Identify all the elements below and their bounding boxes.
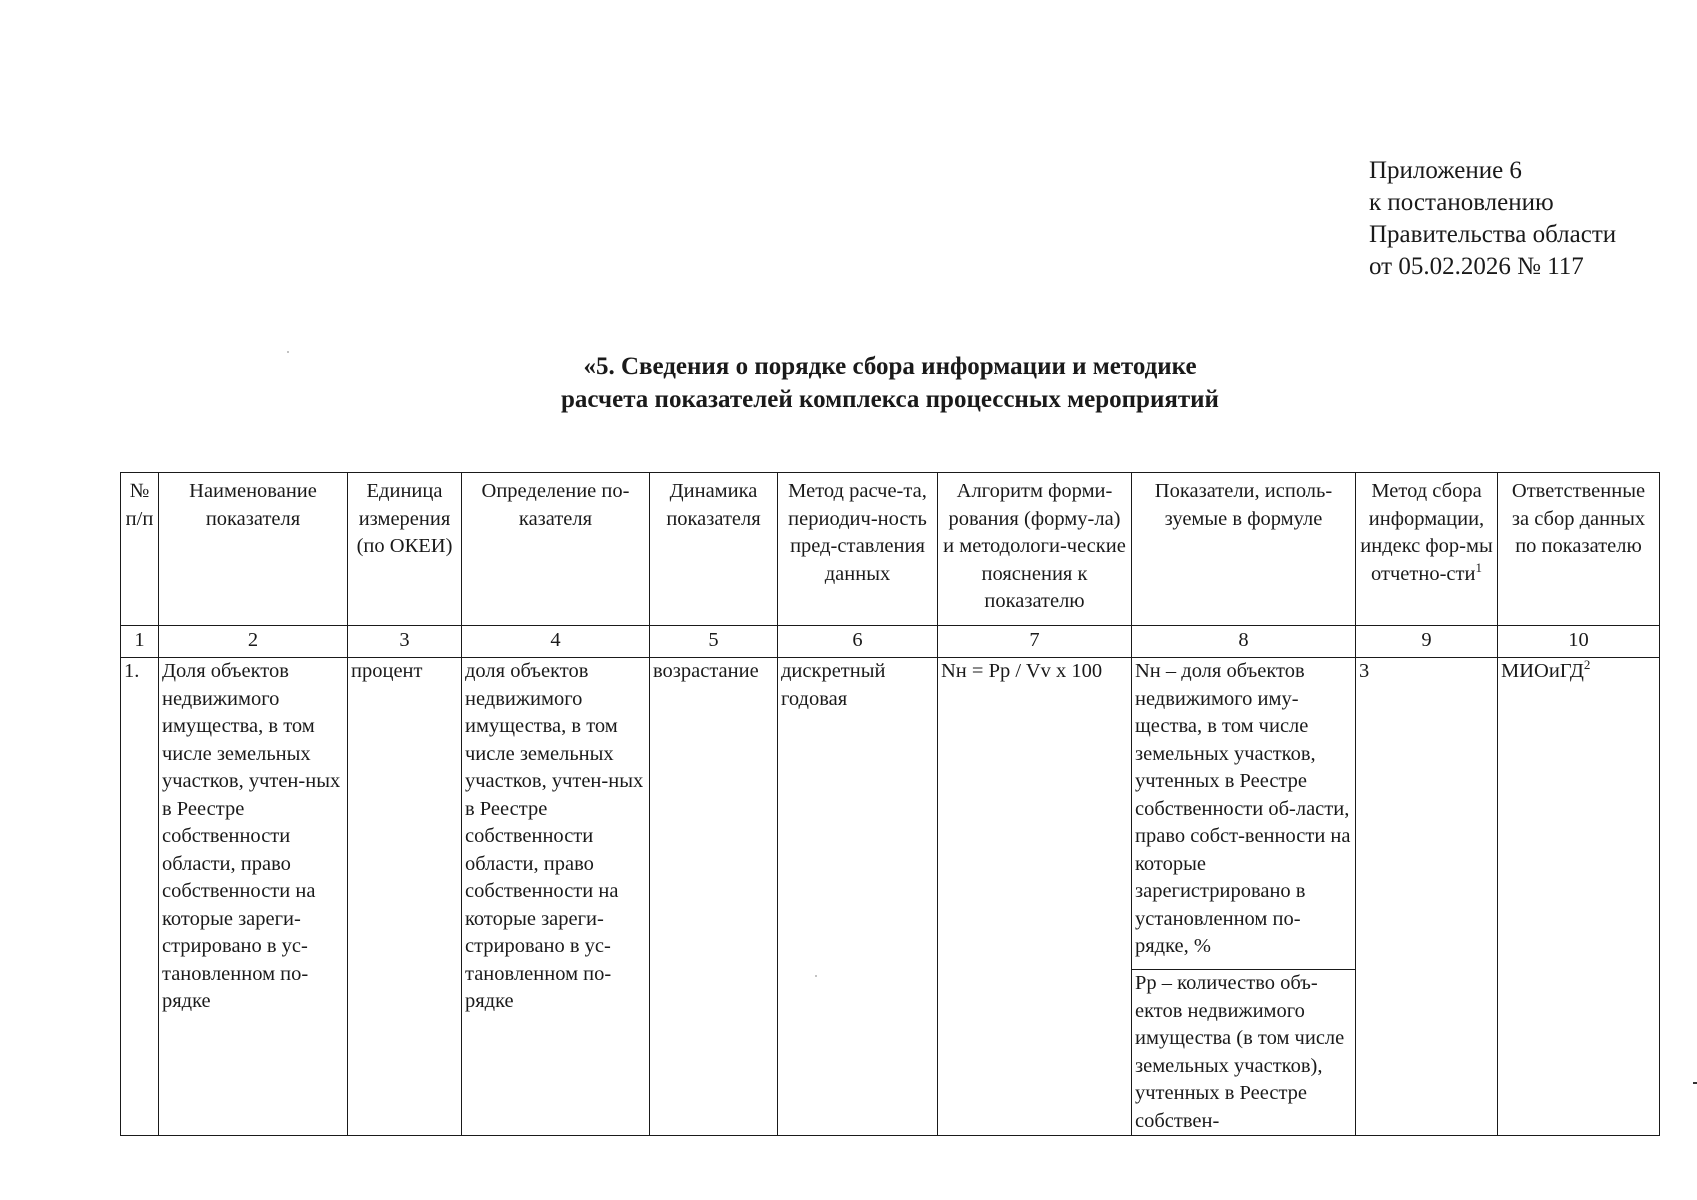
header-responsible: Ответственные за сбор данных по показателю [1498,473,1660,626]
column-number: 8 [1132,626,1356,658]
column-number: 1 [121,626,159,658]
column-number: 4 [462,626,650,658]
row-number: 1. [121,658,159,1136]
indicators-table [120,472,1660,1136]
column-number: 2 [159,626,348,658]
header-algorithm: Алгоритм форми-рования (форму-ла) и методологи-ческие пояснения к показателю [938,473,1132,626]
appendix-line-3: Правительства области [1369,221,1617,248]
indicator-definition: доля объектов недвижимого имущества, в том числе земельных участков, учтен-ных в Реестре собственности области, право собственности на которые зареги-стрировано в ус-тановленном по-рядке [462,658,650,1136]
indicator-dynamics: возрастание [650,658,778,1136]
column-number: 3 [348,626,462,658]
indicator-method: дискретный годовая [778,658,938,1136]
formula-variable-nh: Nн – доля объектов недвижимого иму-щества, в том числе земельных участков, учтенных в Реестре собственности об-ласти, право собст-венности на которые зарегистрировано в установленном по-рядке, % [1132,658,1356,970]
column-number: 6 [778,626,938,658]
scan-edge-mark [1693,1082,1697,1084]
collection-method: 3 [1356,658,1498,1136]
document-title [0,350,1697,416]
indicator-name: Доля объектов недвижимого имущества, в том числе земельных участков, учтен-ных в Реестре собственности области, право собственности на которые зареги-стрировано в ус-тановленном по-рядке [159,658,348,1136]
column-number: 9 [1356,626,1498,658]
title-line-1: «5. Сведения о порядке сбора информации и методике [583,353,1197,380]
appendix-line-2: к постановлению [1369,189,1554,216]
header-row [121,473,1660,626]
footnote-mark-1: 1 [1475,559,1482,575]
scan-speck [815,975,817,977]
column-number: 7 [938,626,1132,658]
scan-speck [287,351,289,353]
title-line-2: расчета показателей комплекса процессных мероприятий [561,386,1219,413]
indicator-unit: процент [348,658,462,1136]
footnote-mark-2: 2 [1583,657,1591,673]
header-num: № п/п [121,473,159,626]
appendix-block [1369,155,1679,283]
column-number-row [121,626,1660,658]
header-definition: Определение по-казателя [462,473,650,626]
table-row [121,658,1660,970]
header-collection: Метод сбора информации, индекс фор-мы отчетно-сти$^1$ [1356,473,1498,626]
appendix-line-1: Приложение 6 [1369,157,1522,184]
responsible-party: МИОиГД [1501,660,1584,682]
indicator-algorithm: Nн = Pp / Vv x 100 [938,658,1132,1136]
header-name: Наименование показателя [159,473,348,626]
column-number: 10 [1498,626,1660,658]
column-number: 5 [650,626,778,658]
header-method: Метод расче-та, периодич-ность пред-ставления данных [778,473,938,626]
header-variables: Показатели, исполь-зуемые в формуле [1132,473,1356,626]
appendix-line-4: от 05.02.2026 № 117 [1369,253,1584,280]
header-unit: Единица измерения (по ОКЕИ) [348,473,462,626]
responsible-cell [1498,658,1660,1136]
formula-variable-pp: Pp – количество объ-ектов недвижимого имущества (в том числе земельных участков), учтенных в Реестре собствен- [1132,970,1356,1136]
header-dynamics: Динамика показателя [650,473,778,626]
